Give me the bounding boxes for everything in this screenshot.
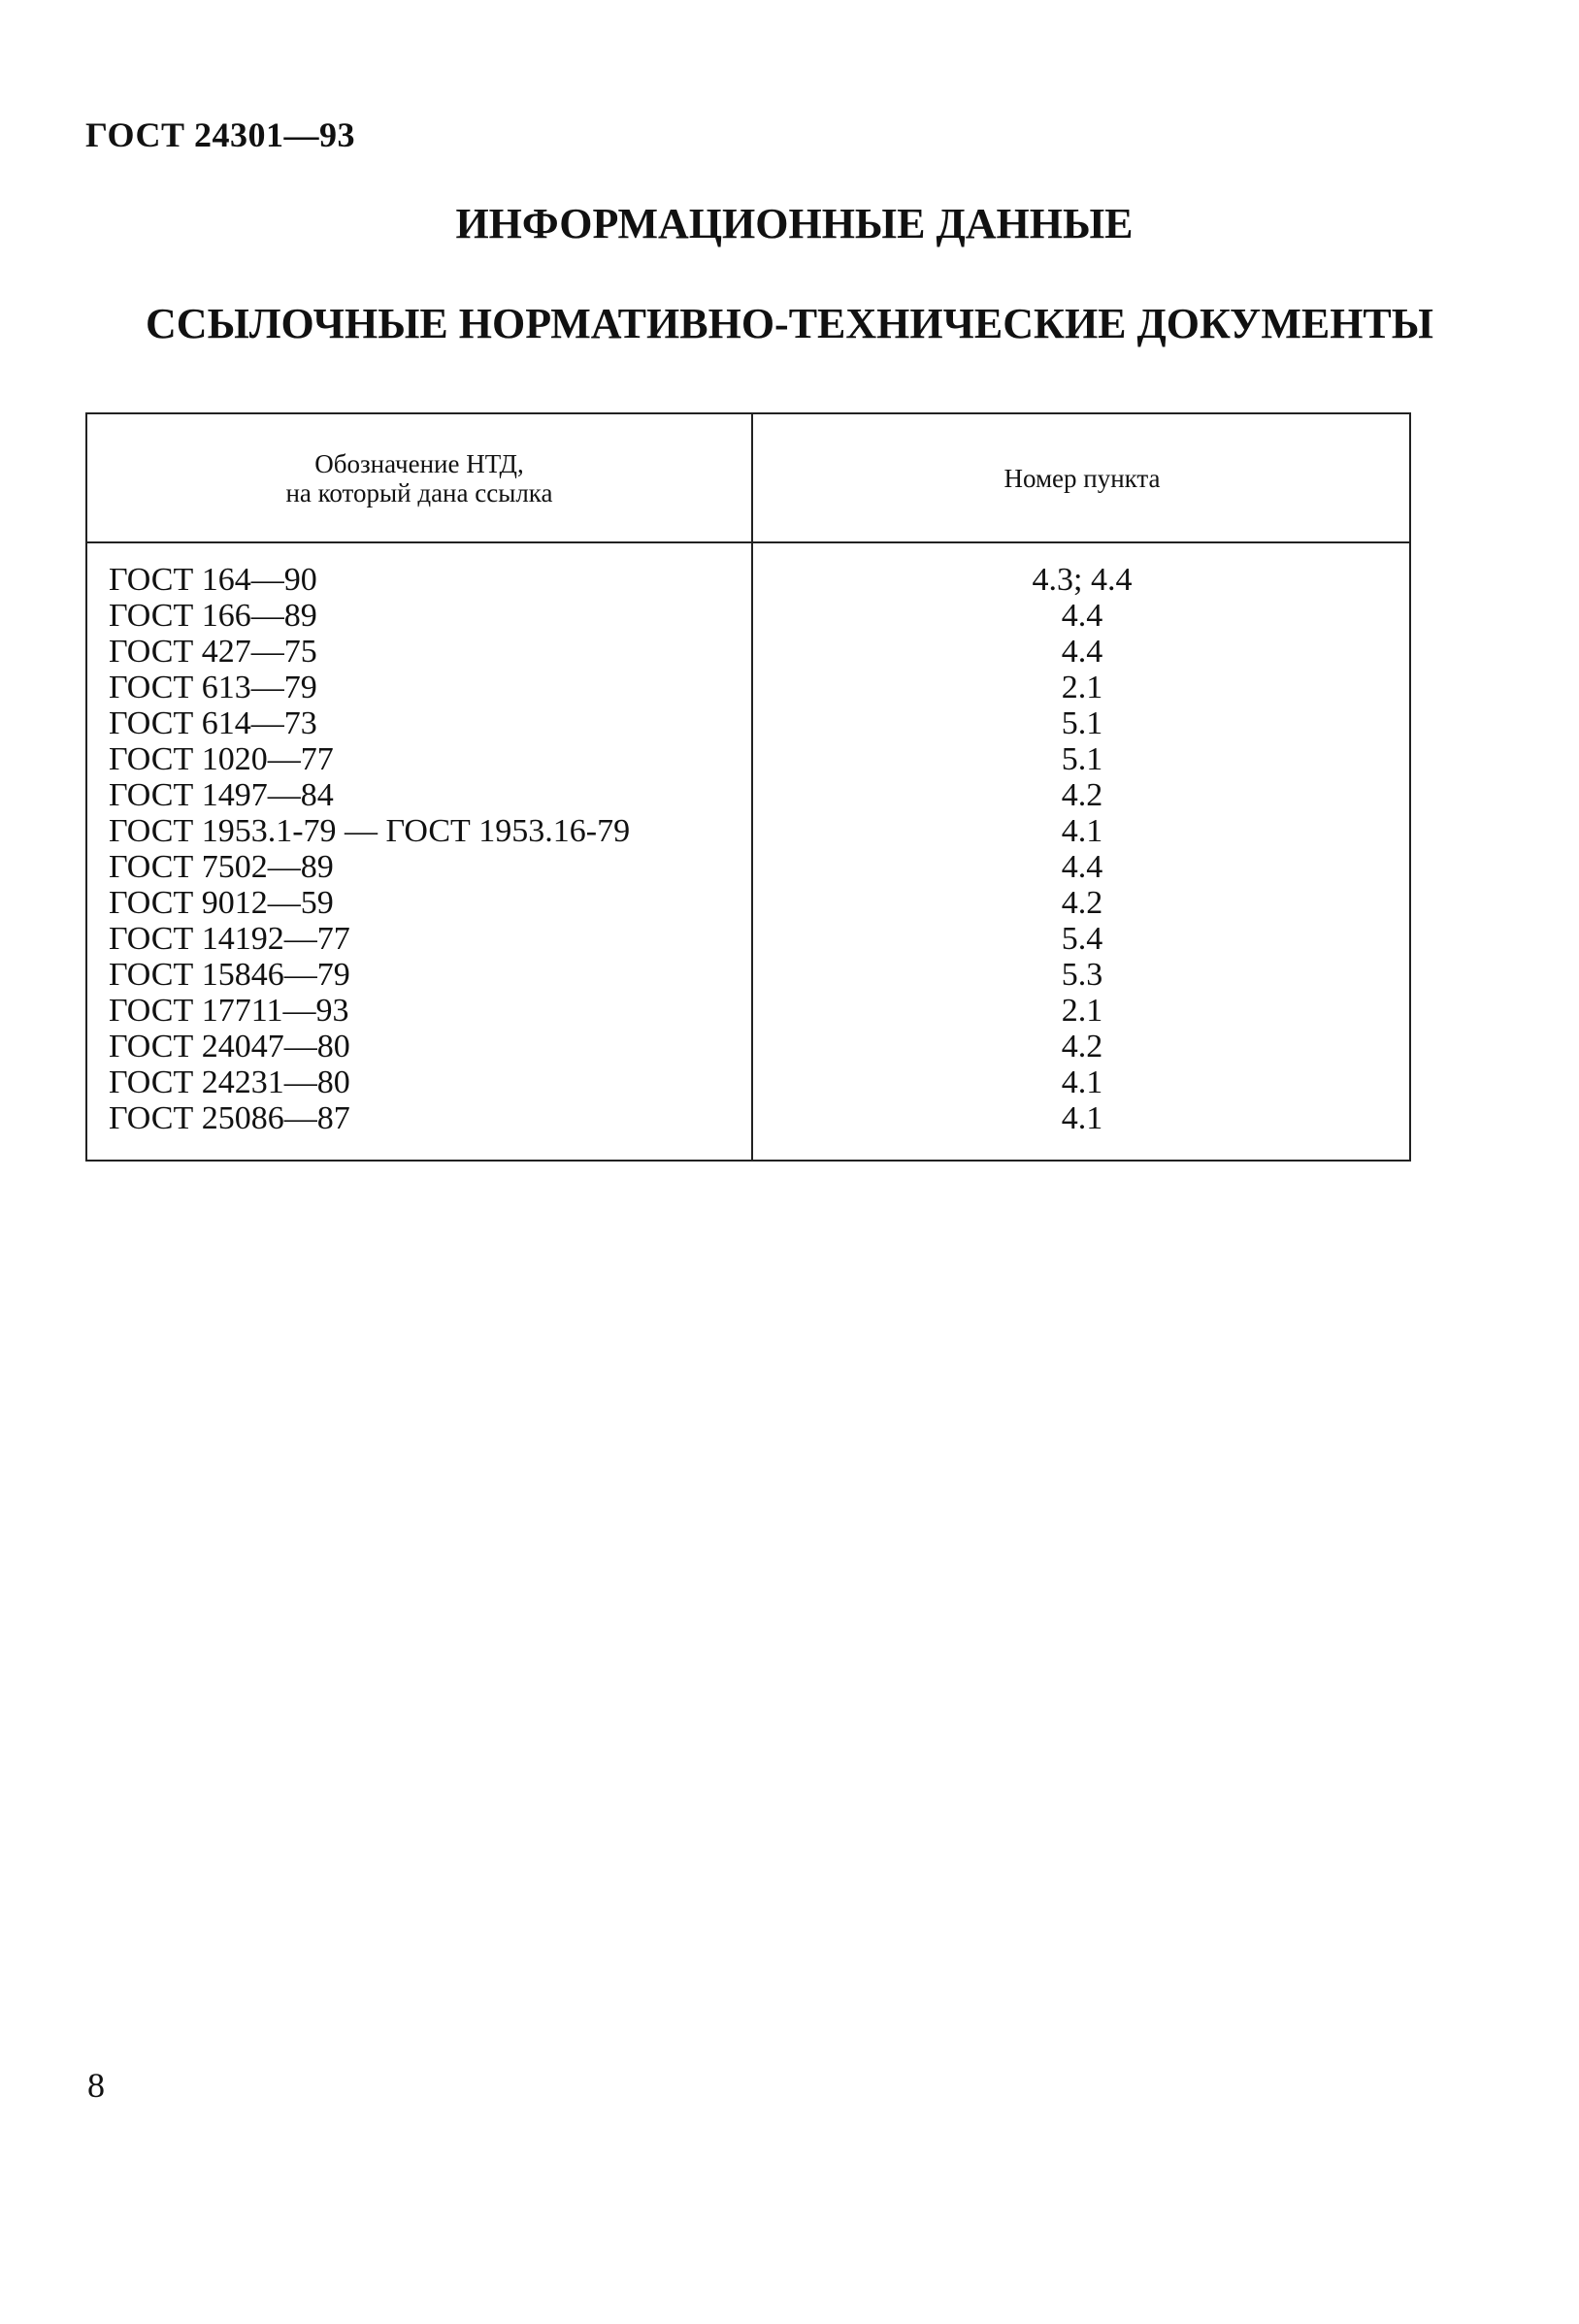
table-row: [87, 921, 1409, 957]
reference-document: ГОСТ 166—89: [109, 598, 317, 634]
header-divider: [87, 541, 1409, 543]
column-header-document-label: Обозначение НТД, на который дана ссылка: [285, 448, 553, 507]
reference-clause: 5.1: [1061, 741, 1103, 777]
table-row: [87, 885, 1409, 921]
reference-document: ГОСТ 24047—80: [109, 1029, 350, 1064]
reference-document: ГОСТ 427—75: [109, 634, 317, 670]
reference-document: ГОСТ 613—79: [109, 670, 317, 705]
reference-clause: 4.2: [1061, 1029, 1103, 1064]
reference-document: ГОСТ 17711—93: [109, 993, 349, 1029]
reference-clause: 4.1: [1061, 1100, 1103, 1136]
reference-clause: 4.1: [1061, 813, 1103, 849]
column-header-clause-label: Номер пункта: [1003, 463, 1161, 493]
reference-document: ГОСТ 164—90: [109, 562, 317, 598]
table-row: [87, 849, 1409, 885]
reference-document: ГОСТ 25086—87: [109, 1100, 350, 1136]
reference-clause: 4.1: [1061, 1064, 1103, 1100]
table-row: [87, 813, 1409, 849]
reference-document: ГОСТ 24231—80: [109, 1064, 350, 1100]
table-row: [87, 1029, 1409, 1064]
column-header-document: [87, 414, 751, 541]
reference-document: ГОСТ 7502—89: [109, 849, 334, 885]
document-code: ГОСТ 24301—93: [85, 115, 355, 154]
reference-document: ГОСТ 1497—84: [109, 777, 334, 813]
reference-clause: 5.1: [1061, 705, 1103, 741]
table-row: [87, 562, 1409, 598]
reference-clause: 5.3: [1061, 957, 1103, 993]
table-row: [87, 634, 1409, 670]
reference-document: ГОСТ 1953.1-79 — ГОСТ 1953.16-79: [109, 813, 631, 849]
reference-document: ГОСТ 1020—77: [109, 741, 334, 777]
reference-clause: 4.3; 4.4: [1032, 562, 1133, 598]
table-row: [87, 705, 1409, 741]
table-row: [87, 993, 1409, 1029]
reference-clause: 4.4: [1061, 634, 1103, 670]
reference-clause: 4.2: [1061, 777, 1103, 813]
table-row: [87, 670, 1409, 705]
reference-document: ГОСТ 9012—59: [109, 885, 334, 921]
table-row: [87, 957, 1409, 993]
page-title: ИНФОРМАЦИОННЫЕ ДАННЫЕ: [455, 200, 1134, 247]
reference-clause: 4.4: [1061, 598, 1103, 634]
table-row: [87, 598, 1409, 634]
reference-document: ГОСТ 614—73: [109, 705, 317, 741]
column-header-clause: [753, 414, 1411, 541]
references-table: [85, 412, 1411, 1162]
reference-clause: 4.4: [1061, 849, 1103, 885]
reference-clause: 5.4: [1061, 921, 1103, 957]
reference-clause: 2.1: [1061, 993, 1103, 1029]
table-body: [87, 562, 1409, 1136]
table-row: [87, 1100, 1409, 1136]
page-subtitle: ССЫЛОЧНЫЕ НОРМАТИВНО-ТЕХНИЧЕСКИЕ ДОКУМЕНТЫ: [146, 300, 1433, 347]
reference-clause: 2.1: [1061, 670, 1103, 705]
reference-document: ГОСТ 14192—77: [109, 921, 350, 957]
table-row: [87, 777, 1409, 813]
page-number: 8: [87, 2066, 105, 2105]
reference-clause: 4.2: [1061, 885, 1103, 921]
table-row: [87, 741, 1409, 777]
reference-document: ГОСТ 15846—79: [109, 957, 350, 993]
table-row: [87, 1064, 1409, 1100]
